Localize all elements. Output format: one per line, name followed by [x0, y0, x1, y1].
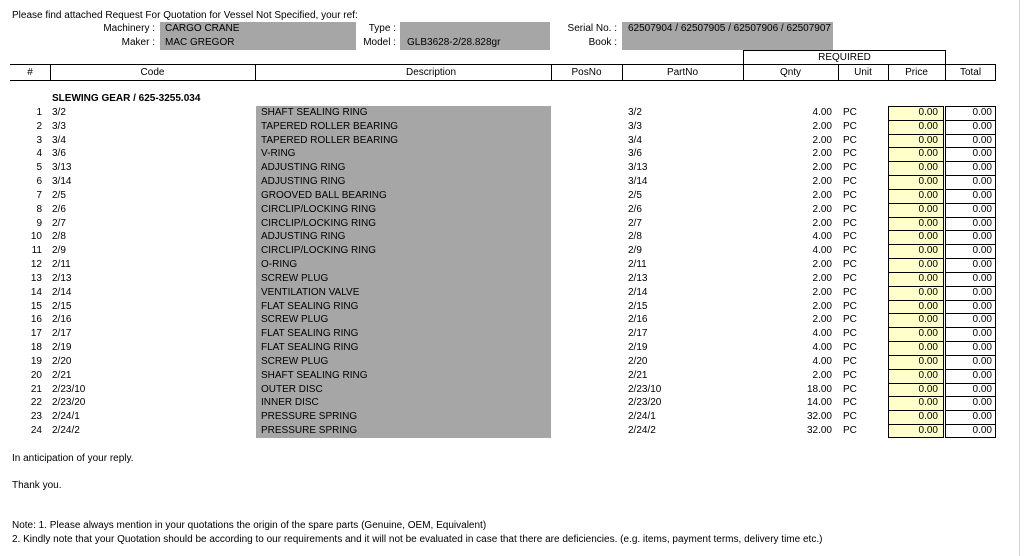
pos-no — [551, 355, 622, 369]
total-cell: 0.00 — [945, 327, 996, 341]
pos-no — [551, 396, 622, 410]
header-code: Code — [140, 67, 165, 78]
pos-no — [551, 341, 622, 355]
type-label: Type : — [368, 23, 396, 34]
unit: PC — [843, 272, 857, 284]
row-number: 22 — [30, 397, 42, 409]
pos-no — [551, 203, 622, 217]
maker-label: Maker : — [121, 37, 155, 48]
price-cell: 0.00 — [888, 203, 944, 217]
unit: PC — [843, 245, 857, 257]
row-number: 8 — [36, 203, 42, 215]
price-cell: 0.00 — [888, 230, 944, 244]
item-code: 2/16 — [52, 314, 72, 326]
item-code: 2/7 — [52, 217, 66, 229]
item-code: 2/24/2 — [52, 425, 80, 437]
note-1: Note: 1. Please always mention in your quotations the origin of the spare parts (Genuine, OEM, Equivalent) — [12, 520, 487, 531]
part-no: 2/23/10 — [628, 383, 662, 395]
quantity: 2.00 — [812, 176, 832, 188]
table-row — [0, 286, 1000, 300]
item-description: ADJUSTING RING — [256, 161, 551, 175]
pos-no — [551, 106, 622, 120]
total-cell: 0.00 — [945, 300, 996, 314]
table-row — [0, 120, 1000, 134]
price-cell: 0.00 — [888, 341, 944, 355]
price-cell: 0.00 — [888, 313, 944, 327]
pos-no — [551, 383, 622, 397]
pos-no — [551, 147, 622, 161]
machinery-label: Machinery : — [103, 23, 155, 34]
item-description: SCREW PLUG — [256, 272, 551, 286]
row-number: 17 — [30, 328, 42, 340]
unit: PC — [843, 342, 857, 354]
part-no: 2/6 — [628, 203, 642, 215]
pos-no — [551, 424, 622, 438]
quantity: 2.00 — [812, 314, 832, 326]
row-number: 14 — [30, 286, 42, 298]
pos-no — [551, 134, 622, 148]
quantity: 2.00 — [812, 148, 832, 160]
part-no: 2/14 — [628, 286, 648, 298]
item-description: FLAT SEALING RING — [256, 327, 551, 341]
row-number: 7 — [36, 189, 42, 201]
unit: PC — [843, 134, 857, 146]
unit: PC — [843, 217, 857, 229]
header-description: Description — [405, 67, 457, 78]
total-cell: 0.00 — [945, 244, 996, 258]
maker-value: MAC GREGOR — [165, 37, 235, 48]
row-number: 9 — [36, 217, 42, 229]
unit: PC — [843, 383, 857, 395]
quantity: 4.00 — [812, 231, 832, 243]
pos-no — [551, 258, 622, 272]
item-code: 2/17 — [52, 328, 72, 340]
part-no: 2/24/1 — [628, 411, 656, 423]
item-description: CIRCLIP/LOCKING RING — [256, 244, 551, 258]
part-no: 3/6 — [628, 148, 642, 160]
part-no: 2/15 — [628, 300, 648, 312]
closing-text: In anticipation of your reply. — [12, 453, 134, 464]
header-unit: Unit — [854, 67, 872, 78]
price-cell: 0.00 — [888, 217, 944, 231]
price-cell: 0.00 — [888, 327, 944, 341]
unit: PC — [843, 328, 857, 340]
column-divider — [995, 65, 996, 80]
column-divider — [838, 65, 839, 80]
table-row — [0, 313, 1000, 327]
item-code: 3/14 — [52, 176, 72, 188]
part-no: 2/17 — [628, 328, 648, 340]
item-code: 2/23/20 — [52, 397, 86, 409]
serial-book-field — [622, 22, 833, 50]
table-row — [0, 244, 1000, 258]
table-row — [0, 369, 1000, 383]
table-row — [0, 355, 1000, 369]
column-divider — [945, 65, 946, 80]
unit: PC — [843, 369, 857, 381]
price-cell: 0.00 — [888, 189, 944, 203]
pos-no — [551, 313, 622, 327]
part-no: 2/24/2 — [628, 425, 656, 437]
model-value: GLB3628-2/28.828gr — [407, 37, 501, 48]
part-no: 2/8 — [628, 231, 642, 243]
section-title: SLEWING GEAR / 625-3255.034 — [52, 93, 201, 104]
row-number: 20 — [30, 369, 42, 381]
item-code: 2/8 — [52, 231, 66, 243]
row-number: 24 — [30, 425, 42, 437]
quantity: 4.00 — [812, 245, 832, 257]
row-number: 3 — [36, 134, 42, 146]
pos-no — [551, 410, 622, 424]
row-number: 13 — [30, 272, 42, 284]
header-no: # — [27, 67, 33, 78]
header-part-no: PartNo — [666, 67, 699, 78]
price-cell: 0.00 — [888, 161, 944, 175]
item-code: 2/14 — [52, 286, 72, 298]
header-pos-no: PosNo — [571, 67, 602, 78]
header-total: Total — [959, 67, 982, 78]
book-label: Book : — [588, 37, 617, 48]
price-cell: 0.00 — [888, 175, 944, 189]
serial-no-label: Serial No. : — [567, 23, 617, 34]
unit: PC — [843, 314, 857, 326]
price-cell: 0.00 — [888, 272, 944, 286]
quantity: 2.00 — [812, 189, 832, 201]
table-row — [0, 396, 1000, 410]
part-no: 2/9 — [628, 245, 642, 257]
part-no: 2/21 — [628, 369, 648, 381]
model-label: Model : — [363, 37, 396, 48]
pane-border — [1019, 0, 1020, 556]
total-cell: 0.00 — [945, 396, 996, 410]
total-cell: 0.00 — [945, 161, 996, 175]
item-description: VENTILATION VALVE — [256, 286, 551, 300]
header-qnty: Qnty — [779, 67, 802, 78]
unit: PC — [843, 176, 857, 188]
quantity: 2.00 — [812, 134, 832, 146]
unit: PC — [843, 189, 857, 201]
item-description: PRESSURE SPRING — [256, 410, 551, 424]
unit: PC — [843, 286, 857, 298]
part-no: 3/3 — [628, 120, 642, 132]
part-no: 2/11 — [628, 259, 647, 271]
row-number: 10 — [30, 231, 42, 243]
table-row — [0, 147, 1000, 161]
table-row — [0, 161, 1000, 175]
price-cell: 0.00 — [888, 134, 944, 148]
unit: PC — [843, 148, 857, 160]
column-divider — [622, 65, 623, 80]
pos-no — [551, 272, 622, 286]
items-table-body — [0, 106, 1000, 438]
table-row — [0, 258, 1000, 272]
price-cell: 0.00 — [888, 410, 944, 424]
quantity: 18.00 — [806, 383, 832, 395]
table-row — [0, 410, 1000, 424]
part-no: 2/20 — [628, 355, 648, 367]
quantity: 2.00 — [812, 259, 832, 271]
item-description: CIRCLIP/LOCKING RING — [256, 217, 551, 231]
total-cell: 0.00 — [945, 147, 996, 161]
total-cell: 0.00 — [945, 106, 996, 120]
unit: PC — [843, 397, 857, 409]
serial-no-value: 62507904 / 62507905 / 62507906 / 62507907 — [628, 23, 831, 34]
item-code: 2/24/1 — [52, 411, 80, 423]
item-description: FLAT SEALING RING — [256, 341, 551, 355]
item-description: TAPERED ROLLER BEARING — [256, 134, 551, 148]
table-row — [0, 341, 1000, 355]
table-row — [0, 217, 1000, 231]
unit: PC — [843, 411, 857, 423]
quantity: 2.00 — [812, 120, 832, 132]
row-number: 19 — [30, 355, 42, 367]
table-row — [0, 189, 1000, 203]
item-code: 2/21 — [52, 369, 72, 381]
total-cell: 0.00 — [945, 120, 996, 134]
quantity: 32.00 — [806, 411, 832, 423]
total-cell: 0.00 — [945, 230, 996, 244]
item-code: 2/11 — [52, 259, 71, 271]
item-description: O-RING — [256, 258, 551, 272]
item-description: SCREW PLUG — [256, 355, 551, 369]
item-description: ADJUSTING RING — [256, 230, 551, 244]
intro-text: Please find attached Request For Quotation for Vessel Not Specified, your ref: — [12, 10, 358, 21]
price-cell: 0.00 — [888, 286, 944, 300]
price-cell: 0.00 — [888, 396, 944, 410]
table-header — [10, 64, 996, 81]
total-cell: 0.00 — [945, 175, 996, 189]
price-cell: 0.00 — [888, 258, 944, 272]
total-cell: 0.00 — [945, 134, 996, 148]
quantity: 2.00 — [812, 286, 832, 298]
unit: PC — [843, 355, 857, 367]
pos-no — [551, 120, 622, 134]
quantity: 2.00 — [812, 162, 832, 174]
total-cell: 0.00 — [945, 341, 996, 355]
item-description: INNER DISC — [256, 396, 551, 410]
part-no: 2/16 — [628, 314, 648, 326]
item-code: 3/3 — [52, 120, 66, 132]
quantity: 4.00 — [812, 342, 832, 354]
price-cell: 0.00 — [888, 106, 944, 120]
quantity: 4.00 — [812, 355, 832, 367]
column-divider — [888, 65, 889, 80]
part-no: 3/2 — [628, 107, 642, 118]
part-no: 3/13 — [628, 162, 648, 174]
required-group-header: REQUIRED — [743, 50, 946, 65]
row-number: 4 — [36, 148, 42, 160]
part-no: 3/14 — [628, 176, 648, 188]
item-description: ADJUSTING RING — [256, 175, 551, 189]
pos-no — [551, 327, 622, 341]
item-code: 2/9 — [52, 245, 66, 257]
item-description: SHAFT SEALING RING — [256, 106, 551, 120]
unit: PC — [843, 107, 857, 118]
row-number: 1 — [36, 107, 42, 118]
thanks-text: Thank you. — [12, 480, 62, 491]
table-row — [0, 230, 1000, 244]
item-code: 3/6 — [52, 148, 66, 160]
quantity: 2.00 — [812, 203, 832, 215]
table-row — [0, 383, 1000, 397]
item-description: OUTER DISC — [256, 383, 551, 397]
column-divider — [50, 65, 51, 80]
total-cell: 0.00 — [945, 286, 996, 300]
price-cell: 0.00 — [888, 383, 944, 397]
item-description: TAPERED ROLLER BEARING — [256, 120, 551, 134]
total-cell: 0.00 — [945, 369, 996, 383]
row-number: 16 — [30, 314, 42, 326]
total-cell: 0.00 — [945, 203, 996, 217]
table-row — [0, 106, 1000, 120]
row-number: 21 — [30, 383, 42, 395]
pos-no — [551, 217, 622, 231]
item-description: V-RING — [256, 147, 551, 161]
item-code: 2/6 — [52, 203, 66, 215]
part-no: 2/5 — [628, 189, 642, 201]
price-cell: 0.00 — [888, 147, 944, 161]
item-code: 2/20 — [52, 355, 72, 367]
row-number: 15 — [30, 300, 42, 312]
part-no: 2/7 — [628, 217, 642, 229]
quantity: 2.00 — [812, 272, 832, 284]
item-code: 3/13 — [52, 162, 72, 174]
unit: PC — [843, 425, 857, 437]
pos-no — [551, 161, 622, 175]
item-code: 2/23/10 — [52, 383, 86, 395]
unit: PC — [843, 162, 857, 174]
price-cell: 0.00 — [888, 355, 944, 369]
total-cell: 0.00 — [945, 383, 996, 397]
row-number: 5 — [36, 162, 42, 174]
total-cell: 0.00 — [945, 313, 996, 327]
price-cell: 0.00 — [888, 300, 944, 314]
item-code: 2/5 — [52, 189, 66, 201]
part-no: 2/13 — [628, 272, 648, 284]
price-cell: 0.00 — [888, 424, 944, 438]
quantity: 4.00 — [812, 107, 832, 118]
table-row — [0, 272, 1000, 286]
table-row — [0, 203, 1000, 217]
pos-no — [551, 175, 622, 189]
total-cell: 0.00 — [945, 217, 996, 231]
quantity: 2.00 — [812, 217, 832, 229]
row-number: 2 — [36, 120, 42, 132]
quantity: 4.00 — [812, 328, 832, 340]
item-description: FLAT SEALING RING — [256, 300, 551, 314]
pos-no — [551, 300, 622, 314]
item-description: GROOVED BALL BEARING — [256, 189, 551, 203]
column-divider — [255, 65, 256, 80]
quantity: 2.00 — [812, 300, 832, 312]
row-number: 18 — [30, 342, 42, 354]
price-cell: 0.00 — [888, 120, 944, 134]
pos-no — [551, 189, 622, 203]
total-cell: 0.00 — [945, 258, 996, 272]
pos-no — [551, 369, 622, 383]
total-cell: 0.00 — [945, 272, 996, 286]
item-description: SHAFT SEALING RING — [256, 369, 551, 383]
price-cell: 0.00 — [888, 369, 944, 383]
column-divider — [551, 65, 552, 80]
note-2: 2. Kindly note that your Quotation should be according to our requirements and it will not be evaluated in case that there are deficiencies. (e.g. items, payment terms, delivery time etc.) — [12, 534, 823, 545]
row-number: 23 — [30, 411, 42, 423]
row-number: 12 — [30, 259, 42, 271]
unit: PC — [843, 120, 857, 132]
total-cell: 0.00 — [945, 355, 996, 369]
unit: PC — [843, 259, 857, 271]
quantity: 32.00 — [806, 425, 832, 437]
item-description: CIRCLIP/LOCKING RING — [256, 203, 551, 217]
price-cell: 0.00 — [888, 244, 944, 258]
header-price: Price — [905, 67, 928, 78]
item-code: 2/13 — [52, 272, 72, 284]
item-code: 2/19 — [52, 342, 72, 354]
item-code: 3/4 — [52, 134, 66, 146]
row-number: 11 — [31, 245, 42, 257]
part-no: 2/19 — [628, 342, 648, 354]
machinery-value: CARGO CRANE — [165, 23, 240, 34]
table-row — [0, 134, 1000, 148]
quantity: 14.00 — [806, 397, 832, 409]
table-row — [0, 175, 1000, 189]
table-row — [0, 300, 1000, 314]
column-divider — [743, 65, 744, 80]
total-cell: 0.00 — [945, 189, 996, 203]
total-cell: 0.00 — [945, 410, 996, 424]
item-description: PRESSURE SPRING — [256, 424, 551, 438]
item-code: 2/15 — [52, 300, 72, 312]
table-row — [0, 327, 1000, 341]
part-no: 3/4 — [628, 134, 642, 146]
unit: PC — [843, 300, 857, 312]
table-row — [0, 424, 1000, 438]
total-cell: 0.00 — [945, 424, 996, 438]
pos-no — [551, 286, 622, 300]
item-code: 3/2 — [52, 107, 66, 118]
unit: PC — [843, 203, 857, 215]
pos-no — [551, 244, 622, 258]
part-no: 2/23/20 — [628, 397, 662, 409]
row-number: 6 — [36, 176, 42, 188]
item-description: SCREW PLUG — [256, 313, 551, 327]
quantity: 2.00 — [812, 369, 832, 381]
unit: PC — [843, 231, 857, 243]
pos-no — [551, 230, 622, 244]
